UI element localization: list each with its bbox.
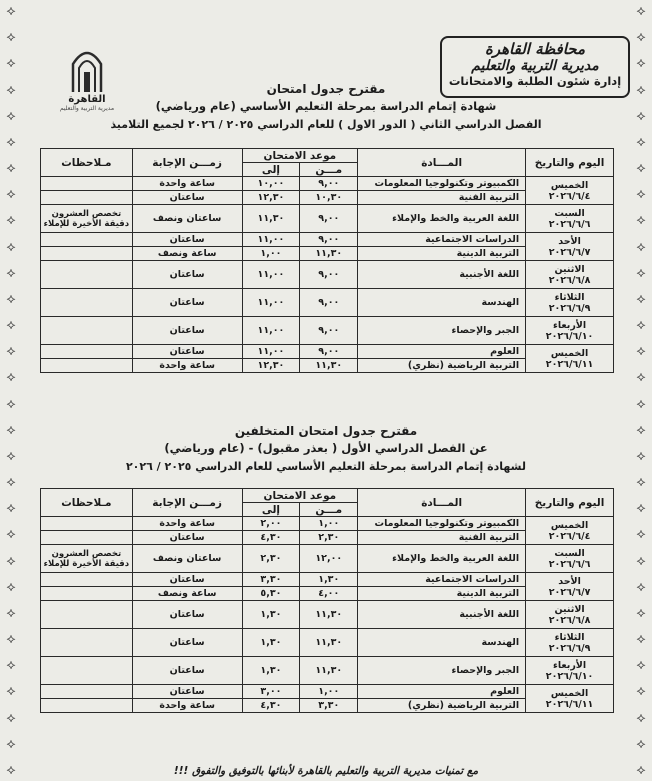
time-from-cell: ١,٠٠ <box>300 685 358 699</box>
notes-cell <box>41 247 133 261</box>
date-value: ٢٠٢٦/٦/١١ <box>545 698 594 710</box>
subject-cell: التربية الفنية <box>358 531 526 545</box>
table-row <box>41 629 614 657</box>
subject-cell: التربية الرياضية (نظري) <box>358 359 526 373</box>
date-value: ٢٠٢٦/٦/٤ <box>548 190 591 202</box>
header-duration: زمـــن الإجابة <box>132 489 242 517</box>
time-to-cell: ٣,٠٠ <box>242 685 300 699</box>
time-from-cell: ١١,٣٠ <box>300 247 358 261</box>
duration-cell: ساعتان <box>132 685 242 699</box>
table-row <box>41 177 614 191</box>
time-to-cell: ١,٣٠ <box>242 629 300 657</box>
table-row <box>41 545 614 573</box>
subject-cell: التربية الدينية <box>358 587 526 601</box>
duration-cell: ساعتان <box>132 191 242 205</box>
day-name: الاثنين <box>554 263 585 275</box>
time-from-cell: ١٢,٠٠ <box>300 545 358 573</box>
section1-subtitle: شهادة إتمام الدراسة بمرحلة التعليم الأساسي (عام ورياضي) <box>155 99 497 113</box>
table-row <box>41 601 614 629</box>
time-to-cell: ١١,٠٠ <box>242 317 300 345</box>
table-row <box>41 657 614 685</box>
time-to-cell: ١,٠٠ <box>242 247 300 261</box>
header-notes: مـلاحظات <box>41 149 133 177</box>
notes-cell <box>41 601 133 629</box>
section1-title: مقترح جدول امتحان <box>266 82 386 96</box>
notes-cell <box>41 587 133 601</box>
date-value: ٢٠٢٦/٦/٦ <box>548 218 591 230</box>
notes-cell <box>41 573 133 587</box>
time-from-cell: ١,٣٠ <box>300 573 358 587</box>
duration-cell: ساعة واحدة <box>132 699 242 713</box>
logo-caption: مديرية التربية والتعليم <box>59 105 115 112</box>
notes-cell <box>41 345 133 359</box>
time-to-cell: ٤,٣٠ <box>242 699 300 713</box>
footer-wishes: مع تمنيات مديرية التربية والتعليم بالقاهرة لأبنائها بالتوفيق والتفوق !!! <box>173 765 479 777</box>
time-to-cell: ١٢,٣٠ <box>242 359 300 373</box>
subject-cell: اللغة الأجنبية <box>358 261 526 289</box>
logo-text: القاهرة <box>68 94 106 105</box>
date-value: ٢٠٢٦/٦/٧ <box>548 586 591 598</box>
notes-cell <box>41 233 133 247</box>
duration-cell: ساعتان <box>132 317 242 345</box>
duration-cell: ساعتان <box>132 629 242 657</box>
notes-cell <box>41 177 133 191</box>
section2-title: مقترح جدول امتحان المتخلفين <box>234 424 418 438</box>
table-row <box>41 685 614 699</box>
time-to-cell: ١١,٣٠ <box>242 205 300 233</box>
time-from-cell: ١١,٣٠ <box>300 359 358 373</box>
duration-cell: ساعة واحدة <box>132 359 242 373</box>
time-from-cell: ١٠,٣٠ <box>300 191 358 205</box>
day-name: الأحد <box>558 235 581 247</box>
subject-cell: الجبر والإحصاء <box>358 317 526 345</box>
time-from-cell: ٩,٠٠ <box>300 289 358 317</box>
subject-cell: التربية الفنية <box>358 191 526 205</box>
day-date-cell <box>526 289 614 317</box>
time-from-cell: ٤,٠٠ <box>300 587 358 601</box>
subject-cell: الكمبيوتر وتكنولوجيا المعلومات <box>358 177 526 191</box>
time-from-cell: ٩,٠٠ <box>300 205 358 233</box>
time-to-cell: ١١,٠٠ <box>242 345 300 359</box>
notes-cell: تخصص العشرون دقيقة الأخيرة للإملاء <box>41 205 133 233</box>
header-exam-time: موعد الامتحان <box>242 149 358 163</box>
day-date-cell <box>526 345 614 373</box>
day-date-cell <box>526 177 614 205</box>
time-from-cell: ٢,٣٠ <box>300 531 358 545</box>
day-name: الثلاثاء <box>554 631 585 643</box>
subject-cell: اللغة العربية والخط والإملاء <box>358 545 526 573</box>
date-value: ٢٠٢٦/٦/٧ <box>548 246 591 258</box>
duration-cell: ساعتان <box>132 233 242 247</box>
subject-cell: اللغة العربية والخط والإملاء <box>358 205 526 233</box>
date-value: ٢٠٢٦/٦/٨ <box>548 614 591 626</box>
time-from-cell: ١,٠٠ <box>300 517 358 531</box>
time-to-cell: ٢,٠٠ <box>242 517 300 531</box>
notes-cell <box>41 629 133 657</box>
notes-cell <box>41 289 133 317</box>
duration-cell: ساعة ونصف <box>132 587 242 601</box>
table-row <box>41 317 614 345</box>
date-value: ٢٠٢٦/٦/٦ <box>548 558 591 570</box>
department-name: إدارة شئون الطلبة والامتحانات <box>448 74 622 88</box>
table-row <box>41 517 614 531</box>
day-date-cell <box>526 685 614 713</box>
notes-cell <box>41 261 133 289</box>
day-name: الأربعاء <box>552 659 587 671</box>
day-name: الخميس <box>550 179 589 191</box>
header-row <box>41 149 614 163</box>
duration-cell: ساعتان <box>132 289 242 317</box>
notes-cell <box>41 191 133 205</box>
duration-cell: ساعتان <box>132 531 242 545</box>
notes-cell <box>41 317 133 345</box>
notes-cell <box>41 359 133 373</box>
day-name: الخميس <box>550 347 589 359</box>
time-to-cell: ٥,٣٠ <box>242 587 300 601</box>
day-date-cell <box>526 261 614 289</box>
header-to: إلى <box>242 163 300 177</box>
day-name: الاثنين <box>554 603 585 615</box>
subject-cell: العلوم <box>358 345 526 359</box>
time-from-cell: ٩,٠٠ <box>300 177 358 191</box>
day-date-cell <box>526 317 614 345</box>
day-date-cell <box>526 573 614 601</box>
date-value: ٢٠٢٦/٦/٤ <box>548 530 591 542</box>
day-name: السبت <box>554 207 585 219</box>
notes-cell <box>41 657 133 685</box>
header-from: مـــن <box>300 163 358 177</box>
header-day-date: اليوم والتاريخ <box>526 489 614 517</box>
table-row <box>41 345 614 359</box>
section2-titles <box>60 424 592 473</box>
time-from-cell: ٩,٠٠ <box>300 233 358 247</box>
header-exam-time: موعد الامتحان <box>242 489 358 503</box>
subject-cell: الكمبيوتر وتكنولوجيا المعلومات <box>358 517 526 531</box>
time-to-cell: ٢,٣٠ <box>242 545 300 573</box>
subject-cell: التربية الرياضية (نظري) <box>358 699 526 713</box>
duration-cell: ساعة واحدة <box>132 177 242 191</box>
day-date-cell <box>526 545 614 573</box>
directorate-name: مديرية التربية والتعليم <box>471 58 599 74</box>
duration-cell: ساعة واحدة <box>132 517 242 531</box>
time-to-cell: ١٠,٠٠ <box>242 177 300 191</box>
duration-cell: ساعتان <box>132 601 242 629</box>
time-to-cell: ١٢,٣٠ <box>242 191 300 205</box>
day-name: الأحد <box>558 575 581 587</box>
subject-cell: التربية الدينية <box>358 247 526 261</box>
time-to-cell: ١,٣٠ <box>242 657 300 685</box>
header-duration: زمـــن الإجابة <box>132 149 242 177</box>
day-name: الأربعاء <box>552 319 587 331</box>
time-from-cell: ٣,٣٠ <box>300 699 358 713</box>
section2-year-line: لشهادة إتمام الدراسة بمرحلة التعليم الأساسي للعام الدراسي ٢٠٢٥ / ٢٠٢٦ <box>125 460 527 473</box>
time-from-cell: ١١,٣٠ <box>300 629 358 657</box>
exam-table-main <box>40 148 614 373</box>
day-date-cell <box>526 233 614 261</box>
duration-cell: ساعتان ونصف <box>132 205 242 233</box>
table-row <box>41 261 614 289</box>
date-value: ٢٠٢٦/٦/٩ <box>548 302 591 314</box>
decorative-border-right: ⟡ ⟡ ⟡ ⟡ ⟡ ⟡ ⟡ ⟡ ⟡ ⟡ ⟡ ⟡ ⟡ ⟡ ⟡ ⟡ ⟡ ⟡ ⟡ ⟡ ⟡ ⟡ ⟡ ⟡ ⟡ ⟡ ⟡ ⟡ ⟡ ⟡ <box>636 3 646 778</box>
exam-table-makeup <box>40 488 614 713</box>
notes-cell <box>41 517 133 531</box>
time-to-cell: ١١,٠٠ <box>242 233 300 247</box>
time-from-cell: ٩,٠٠ <box>300 261 358 289</box>
day-date-cell <box>526 517 614 545</box>
header-subject: المـــادة <box>358 149 526 177</box>
header-subject: المـــادة <box>358 489 526 517</box>
section2-subtitle: عن الفصل الدراسي الأول ( بعذر مقبول) - (عام ورياضي) <box>164 441 488 455</box>
day-date-cell <box>526 629 614 657</box>
duration-cell: ساعة ونصف <box>132 247 242 261</box>
day-name: الخميس <box>550 519 589 531</box>
section1-titles <box>60 82 592 131</box>
table-row <box>41 205 614 233</box>
time-from-cell: ٩,٠٠ <box>300 345 358 359</box>
governorate-title: محافظة القاهرة <box>485 40 585 58</box>
header-row <box>41 489 614 503</box>
date-value: ٢٠٢٦/٦/١٠ <box>545 330 594 342</box>
subject-cell: اللغة الأجنبية <box>358 601 526 629</box>
day-date-cell <box>526 205 614 233</box>
subject-cell: الجبر والإحصاء <box>358 657 526 685</box>
notes-cell: تخصص العشرون دقيقة الأخيرة للإملاء <box>41 545 133 573</box>
duration-cell: ساعتان ونصف <box>132 545 242 573</box>
section1-term-line: الفصل الدراسي الثاني ( الدور الاول ) للعام الدراسي ٢٠٢٥ / ٢٠٢٦ لجميع التلاميذ <box>110 118 542 131</box>
time-from-cell: ١١,٣٠ <box>300 601 358 629</box>
date-value: ٢٠٢٦/٦/٩ <box>548 642 591 654</box>
day-date-cell <box>526 657 614 685</box>
subject-cell: الهندسة <box>358 629 526 657</box>
date-value: ٢٠٢٦/٦/٨ <box>548 274 591 286</box>
time-from-cell: ٩,٠٠ <box>300 317 358 345</box>
day-name: السبت <box>554 547 585 559</box>
duration-cell: ساعتان <box>132 261 242 289</box>
time-to-cell: ١١,٠٠ <box>242 261 300 289</box>
header-from: مـــن <box>300 503 358 517</box>
header-notes: مـلاحظات <box>41 489 133 517</box>
day-name: الثلاثاء <box>554 291 585 303</box>
table-row <box>41 573 614 587</box>
notes-cell <box>41 531 133 545</box>
day-name: الخميس <box>550 687 589 699</box>
time-to-cell: ٣,٣٠ <box>242 573 300 587</box>
day-date-cell <box>526 601 614 629</box>
notes-cell <box>41 699 133 713</box>
header-to: إلى <box>242 503 300 517</box>
time-from-cell: ١١,٣٠ <box>300 657 358 685</box>
header-day-date: اليوم والتاريخ <box>526 149 614 177</box>
date-value: ٢٠٢٦/٦/١٠ <box>545 670 594 682</box>
duration-cell: ساعتان <box>132 573 242 587</box>
subject-cell: العلوم <box>358 685 526 699</box>
subject-cell: الهندسة <box>358 289 526 317</box>
table-row <box>41 233 614 247</box>
time-to-cell: ٤,٣٠ <box>242 531 300 545</box>
decorative-border-left: ⟡ ⟡ ⟡ ⟡ ⟡ ⟡ ⟡ ⟡ ⟡ ⟡ ⟡ ⟡ ⟡ ⟡ ⟡ ⟡ ⟡ ⟡ ⟡ ⟡ ⟡ ⟡ ⟡ ⟡ ⟡ ⟡ ⟡ ⟡ ⟡ ⟡ <box>6 3 16 778</box>
notes-cell <box>41 685 133 699</box>
time-to-cell: ١١,٠٠ <box>242 289 300 317</box>
table-row <box>41 289 614 317</box>
subject-cell: الدراسات الاجتماعية <box>358 233 526 247</box>
subject-cell: الدراسات الاجتماعية <box>358 573 526 587</box>
duration-cell: ساعتان <box>132 345 242 359</box>
duration-cell: ساعتان <box>132 657 242 685</box>
date-value: ٢٠٢٦/٦/١١ <box>545 358 594 370</box>
time-to-cell: ١,٣٠ <box>242 601 300 629</box>
